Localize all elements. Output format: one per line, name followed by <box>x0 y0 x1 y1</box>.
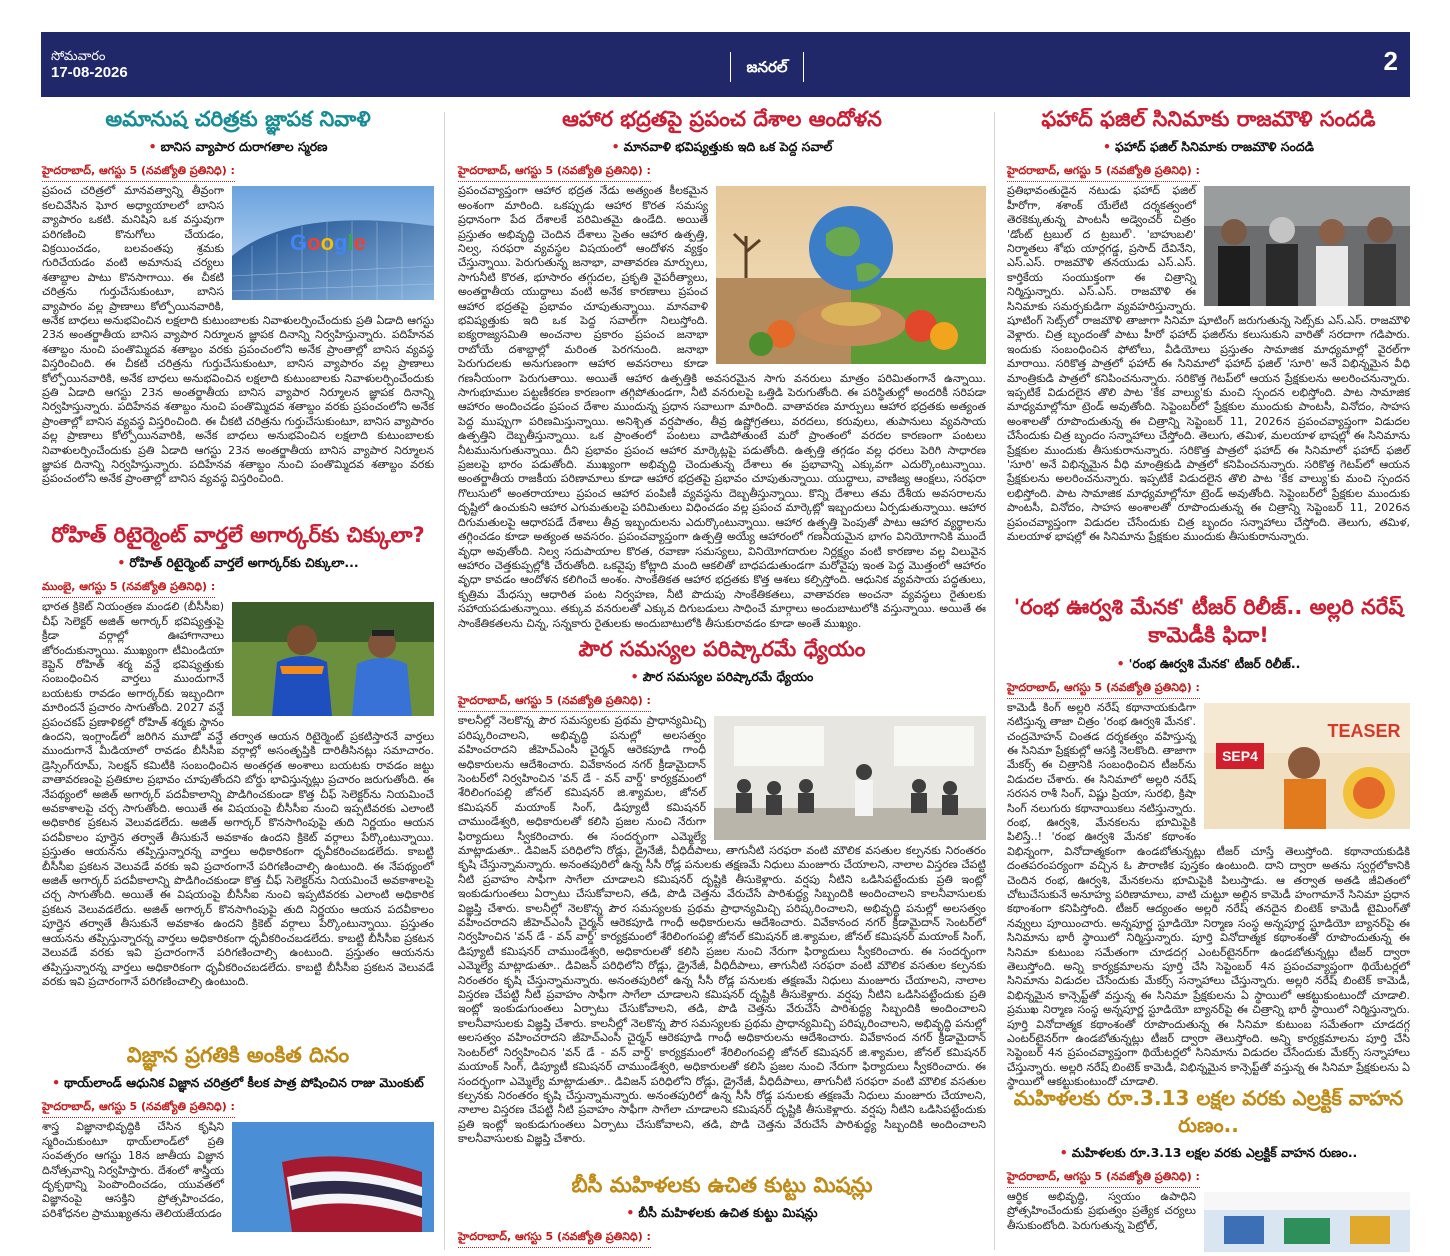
article-rambha-teaser <box>1007 593 1410 1089</box>
article-dateline: హైదరాబాద్, ఆగస్టు 5 (నవజ్యోతి ప్రతినిధి) : <box>42 1100 235 1118</box>
issue-day: సోమవారం <box>51 48 106 63</box>
article-headline[interactable]: అమానుష చరిత్రకు జ్ఞాపక నివాళి <box>105 107 371 131</box>
article-body: ఆర్థిక అభివృద్ధి, స్వయం ఉపాధిని ప్రోత్సహించేందుకు ప్రభుత్వం ప్రత్యేక చర్యలు తీసుకుంటోంది. పెరుగుతున్న పెట్రోల్, <box>1007 1190 1196 1232</box>
bullet-icon: • <box>148 139 157 155</box>
article-subhead-text: ఫహాద్ ఫజిల్ సినిమాకు రాజమౌళి సందడి <box>1115 139 1314 155</box>
article-subhead <box>458 1205 986 1224</box>
article-dateline: హైదరాబాద్, ఆగస్టు 5 (నవజ్యోతి ప్రతినిధి) : <box>1007 1170 1200 1188</box>
article-science-day <box>42 1041 434 1235</box>
google-building-photo[interactable] <box>232 186 434 300</box>
column-left <box>42 97 434 1250</box>
article-body: ప్రపంచవ్యాప్తంగా ఆహార భద్రత నేడు అత్యంత కీలకమైన అంశంగా మారింది. ఒకప్పుడు ఆహార కొరత సమస్య ప్రధానంగా పేద దేశాలకే పరిమితమై ఉండేది. అయితే ప్రస్తుతం అభివృద్ధి చెందిన దేశాలు సైతం ఆహార ఉత్పత్తి, నిల్వ, సరఫరా వ్యవస్థల విషయంలో ఆందోళన వ్యక్తం చేస్తున్నాయి. పెరుగుతున్న జనాభా, వాతావరణ మార్పులు, సాగునీటి కొరత, భూసారం తగ్గుదల, ప్రకృతి వైపరీత్యాలు, అంతర్జాతీయ యుద్ధాలు వంటి అనేక కారణాలు ప్రపంచ ఆహార భద్రతపై ప్రభావం చూపుతున్నాయి. మానవాళి భవిష్యత్తుకు ఇది ఒక పెద్ద సవాల్‌గా నిలుస్తోంది. ఐక్యరాజ్యసమితి అంచనాల ప్రకారం ప్రపంచ జనాభా రాబోయే దశాబ్దాల్లో మరింత పెరగనుంది. జనాభా పెరుగుదలకు అనుగుణంగా ఆహార అవసరాలు కూడా గణనీయంగా పెరుగుతాయి. అయితే ఆహార ఉత్పత్తికి అవసరమైన సాగు వనరులు మాత్రం పరిమితంగానే ఉన్నాయి. సాగుభూముల పట్టణీకరణ కారణంగా తగ్గిపోతుండగా, నీటి వనరులపై ఒత్తిడి పెరుగుతోంది. ఈ పరిస్థితుల్లో అందరికీ సరిపడా ఆహారం అందించడం ప్రపంచ దేశాల ముందున్న ప్రధాన సవాలుగా మారింది. వాతావరణ మార్పులు ఆహార భద్రతకు అత్యంత పెద్ద ముప్పుగా పరిణమిస్తున్నాయి. అనిశ్చిత వర్షపాతం, తీవ్ర ఉష్ణోగ్రతలు, వరదలు, కరువులు, తుపానులు వ్యవసాయ ఉత్పత్తిని దెబ్బతీస్తున్నాయి. ఒక ప్రాంతంలో పంటలు వాడిపోతుంటే మరో ప్రాంతంలో వరదల కారణంగా పంటలు నీటమునుగుతున్నాయి. దీని ప్రభావం ప్రపంచ ఆహార మార్కెట్లపై పడుతోంది. ఉత్పత్తి తగ్గడం వల్ల ధరలు పెరిగి సాధారణ ప్రజలపై భారం పడుతోంది. ముఖ్యంగా అభివృద్ధి చెందుతున్న దేశాలు ఈ ప్రభావాన్ని ఎక్కువగా ఎదుర్కొంటున్నాయి. అంతర్జాతీయ రాజకీయ పరిణామాలు కూడా ఆహార భద్రతపై ప్రభావం చూపుతున్నాయి. యుద్ధాలు, వాణిజ్య ఆంక్షలు, సరఫరా గొలుసులో అంతరాయాలు ప్రపంచ ఆహార పంపిణీ వ్యవస్థను దెబ్బతీస్తున్నాయి. కొన్ని దేశాలు తమ దేశీయ అవసరాలను దృష్టిలో ఉంచుకుని ఆహార ఎగుమతులపై పరిమితులు విధించడం వల్ల ప్రపంచ మార్కెట్లో ఇబ్బందులు ఏర్పడుతున్నాయి. ఆహార దిగుమతులపై ఆధారపడే దేశాలు తీవ్ర ఇబ్బందులను ఎదుర్కొంటున్నాయి. ఆహార ఉత్పత్తి పెంపుతో పాటు ఆహార వ్యర్థాలను తగ్గించడం కూడా అత్యంత అవసరం. ప్రపంచవ్యాప్తంగా ఉత్పత్తి అయ్యే ఆహారంలో గణనీయమైన భాగం వినియోగానికి ముందే వృధా అవుతోంది. నిల్వ సదుపాయాల కొరత, రవాణా సమస్యలు, వినియోగదారుల నిర్లక్ష్యం వంటి కారణాల వల్ల విలువైన ఆహారం చెత్తకుప్పల్లోకి చేరుతోంది. ఒకవైపు కోట్లాది మంది ఆకలితో బాధపడుతుండగా మరోవైపు ఇంత పెద్ద మొత్తంలో ఆహారం వృధా కావడం ఆందోళన కలిగించే అంశం. సాంకేతికత ఆహార భద్రతకు కొత్త ఆశలు కల్పిస్తోంది. ఆధునిక వ్యవసాయ పద్ధతులు, కృత్రిమ మేధస్సు ఆధారిత పంట నిర్వహణ, నీటి పొదుపు సాంకేతికతలు, వాతావరణ అంచనా వ్యవస్థలు రైతులకు సహాయపడుతున్నాయి. తక్కువ వనరులతో ఎక్కువ దిగుబడులు సాధించే మార్గాలు అందుబాటులోకి వస్తున్నాయి. అయితే ఈ సాంకేతికతలను చిన్న, సన్నకారు రైతులకు అందుబాటులోకి తీసుకురావడం కూడా అంతే ముఖ్యం. <box>458 184 986 630</box>
article-headline[interactable]: విజ్ఞాన ప్రగతికి అంకిత దినం <box>126 1043 350 1067</box>
article-subhead-text: బానిస వ్యాపార దురాగతాల స్మరణ <box>160 139 328 155</box>
article-dateline: హైదరాబాద్, ఆగస్టు 5 (నవజ్యోతి ప్రతినిధి) : <box>458 1230 651 1248</box>
article-slave-trade <box>42 105 434 490</box>
article-dateline: హైదరాబాద్, ఆగస్టు 5 (నవజ్యోతి ప్రతినిధి) : <box>1007 681 1200 699</box>
bullet-icon: • <box>626 1205 635 1221</box>
article-subhead-text: 'రంభ ఊర్వశి మేనక' టీజర్ రిలీజ్.. <box>1128 655 1301 671</box>
article-body: కాలనీల్లో నెలకొన్న పౌర సమస్యలకు ప్రథమ ప్రాధాన్యమిచ్చి పరిష్కరించాలని, అభివృద్ధి పనుల్లో అలసత్వం వహించరాదని జీహెచ్ఎంసీ చైర్మన్ ఆరెకపూడి గాంధీ అధికారులను ఆదేశించారు. వివేకానంద నగర్ క్రీడామైదాన్ సెంటర్‌లో నిర్వహించిన 'వన్ డే - వన్ వార్డ్' కార్యక్రమంలో శేరిలింగంపల్లి జోనల్ కమిషనర్ జి.శ్యామల, జోనల్ కమిషనర్ మయాంక్ సింగ్, డిప్యూటీ కమిషనర్ చాముండేశ్వరి, అధికారులతో కలిసి ప్రజల నుంచి నేరుగా ఫిర్యాదులు స్వీకరించారు. ఈ సందర్భంగా ఎమ్మెల్యే మాట్లాడుతూ.. డివిజన్ పరిధిలోని రోడ్లు, డ్రైనేజీ, వీధిదీపాలు, తాగునీటి సరఫరా వంటి మౌలిక వసతుల కల్పనకు నిరంతరం కృషి చేస్తున్నామన్నారు. అనంతపురిలో ఉన్న సీసీ రోడ్ల పనులకు తక్షణమే నిధులు మంజూరు చేయాలని, నాలాల విస్తరణ చేపట్టి నీటి ప్రవాహం సాఫీగా సాగేలా చూడాలని కమిషనర్ దృష్టికి తీసుకెళ్లారు. వర్షపు నీటిని ఒడిసిపట్టేందుకు ప్రతి ఇంట్లో ఇంకుడుగుంతలు ఏర్పాటు చేసుకోవాలని, తడి, పొడి చెత్తను వేరుచేసే పారిశుద్ధ్య సిబ్బందికి అందించాలని కాలనీవాసులకు విజ్ఞప్తి చేశారు. కాలనీల్లో నెలకొన్న పౌర సమస్యలకు ప్రథమ ప్రాధాన్యమిచ్చి పరిష్కరించాలని, అభివృద్ధి పనుల్లో అలసత్వం వహించరాదని జీహెచ్ఎంసీ చైర్మన్ ఆరెకపూడి గాంధీ అధికారులను ఆదేశించారు. వివేకానంద నగర్ క్రీడామైదాన్ సెంటర్‌లో నిర్వహించిన 'వన్ డే - వన్ వార్డ్' కార్యక్రమంలో శేరిలింగంపల్లి జోనల్ కమిషనర్ జి.శ్యామల, జోనల్ కమిషనర్ మయాంక్ సింగ్, డిప్యూటీ కమిషనర్ చాముండేశ్వరి, అధికారులతో కలిసి ప్రజల నుంచి నేరుగా ఫిర్యాదులు స్వీకరించారు. ఈ సందర్భంగా ఎమ్మెల్యే మాట్లాడుతూ.. డివిజన్ పరిధిలోని రోడ్లు, డ్రైనేజీ, వీధిదీపాలు, తాగునీటి సరఫరా వంటి మౌలిక వసతుల కల్పనకు నిరంతరం కృషి చేస్తున్నామన్నారు. అనంతపురిలో ఉన్న సీసీ రోడ్ల పనులకు తక్షణమే నిధులు మంజూరు చేయాలని, నాలాల విస్తరణ చేపట్టి నీటి ప్రవాహం సాఫీగా సాగేలా చూడాలని కమిషనర్ దృష్టికి తీసుకెళ్లారు. వర్షపు నీటిని ఒడిసిపట్టేందుకు ప్రతి ఇంట్లో ఇంకుడుగుంతలు ఏర్పాటు చేసుకోవాలని, తడి, పొడి చెత్తను వేరుచేసే పారిశుద్ధ్య సిబ్బందికి అందించాలని కాలనీవాసులకు విజ్ఞప్తి చేశారు. కాలనీల్లో నెలకొన్న పౌర సమస్యలకు ప్రథమ ప్రాధాన్యమిచ్చి పరిష్కరించాలని, అభివృద్ధి పనుల్లో అలసత్వం వహించరాదని జీహెచ్ఎంసీ చైర్మన్ ఆరెకపూడి గాంధీ అధికారులను ఆదేశించారు. వివేకానంద నగర్ క్రీడామైదాన్ సెంటర్‌లో నిర్వహించిన 'వన్ డే - వన్ వార్డ్' కార్యక్రమంలో శేరిలింగంపల్లి జోనల్ కమిషనర్ జి.శ్యామల, జోనల్ కమిషనర్ మయాంక్ సింగ్, డిప్యూటీ కమిషనర్ చాముండేశ్వరి, అధికారులతో కలిసి ప్రజల నుంచి నేరుగా ఫిర్యాదులు స్వీకరించారు. ఈ సందర్భంగా ఎమ్మెల్యే మాట్లాడుతూ.. డివిజన్ పరిధిలోని రోడ్లు, డ్రైనేజీ, వీధిదీపాలు, తాగునీటి సరఫరా వంటి మౌలిక వసతుల కల్పనకు నిరంతరం కృషి చేస్తున్నామన్నారు. అనంతపురిలో ఉన్న సీసీ రోడ్ల పనులకు తక్షణమే నిధులు మంజూరు చేయాలని, నాలాల విస్తరణ చేపట్టి నీటి ప్రవాహం సాఫీగా సాగేలా చూడాలని కమిషనర్ దృష్టికి తీసుకెళ్లారు. వర్షపు నీటిని ఒడిసిపట్టేందుకు ప్రతి ఇంట్లో ఇంకుడుగుంతలు ఏర్పాటు చేసుకోవాలని, తడి, పొడి చెత్తను వేరుచేసే పారిశుద్ధ్య సిబ్బందికి అందించాలని కాలనీవాసులకు విజ్ఞప్తి చేశారు. <box>458 714 986 1146</box>
article-headline[interactable]: మహిళలకు రూ.3.13 లక్షల వరకు ఎల్రక్టిక్ వాహన రుణం.. <box>1013 1086 1404 1137</box>
article-food-security <box>458 105 986 630</box>
article-body: కామెడీ కింగ్ అల్లరి నరేష్ కథానాయకుడిగా నటిస్తున్న తాజా చిత్రం 'రంభ ఊర్వశి మేనక'. చంద్రమోహన్ చింతడ దర్శకత్వం వహిస్తున్న ఈ సినిమా ప్రేక్షకుల్లో ఆసక్తి నెలకొంది. తాజాగా మేకర్స్ ఈ చిత్రానికి సంబంధించిన టీజర్‌ను విడుదల చేశారు. ఈ సినిమాలో అల్లరి నరేష్ సరసన రాశీ సింగ్, విష్ణు ప్రియా, సురభి, క్రిషా సింగ్ నలుగురు కథానాయికలు నటిస్తున్నారు. రంభ, ఊర్వశి, మేనకలను భూమిపైకి పిలిస్తే..! 'రంభ ఊర్వశి మేనక' కథాంశం విభిన్నంగా, వినోదాత్మకంగా ఉండబోతున్నట్లు టీజర్ చూస్తే తెలుస్తోంది. కథానాయకుడికి దంతపరంపర్యంగా వచ్చిన ఓ పౌరాణిక పుస్తకం ఉంటుంది. దాని ద్వారా అతను స్వర్గలోకానికి చెందిన రంభ, ఊర్వశి, మేనకలను భూమిపైకి పిలుస్తాడు. ఆ తర్వాత అతడి జీవితంలో చోటుచేసుకునే అనూహ్య పరిణామాలు, వాటి చుట్టూ అల్లిన కామెడీ హంగామానే సినిమా ప్రధాన కథాంశంగా కనిపిస్తోంది. టీజర్ ఆద్యంతం అల్లరి నరేష్ తనదైన బింటెక్ కామెడీ టైమింగ్‌తో నవ్వులు పూయించారు. అన్నపూర్ణ స్టూడియో నిర్మాణ సంస్థ అన్నపూర్ణ స్టూడియో బ్యానర్‌పై ఈ సినిమాను భారీ స్థాయిలో నిర్మిస్తున్నారు. పూర్తి వినోదాత్మక కథాంశంతో రూపొందుతున్న ఈ సినిమా కుటుంబ సమేతంగా చూడదగ్గ ఎంటర్‌టైనర్‌గా ఉండబోతున్నట్లు టీజర్ ద్వారా తెలుస్తోంది. అన్ని కార్యక్రమాలను పూర్తి చేసి సెప్టెంబర్ 4న ప్రపంచవ్యాప్తంగా థియేటర్లలో సినిమాను విడుదల చేసేందుకు మేకర్స్ సన్నాహాలు చేస్తున్నారు. అల్లరి నరేష్ బింటెక్ కామెడీ, విభిన్నమైన కాన్సెప్ట్‌తో వస్తున్న ఈ సినిమా ప్రేక్షకులను ఏ స్థాయిలో ఆకట్టుకుంటుందో చూడాలి. ప్రముఖ నిర్మాణ సంస్థ అన్నపూర్ణ స్టూడియో బ్యానర్‌పై ఈ చిత్రాన్ని భారీ స్థాయిలో నిర్మిస్తున్నారు. పూర్తి వినోదాత్మక కథాంశంతో రూపొందుతున్న ఈ సినిమా కుటుంబ సమేతంగా చూడదగ్గ ఎంటర్‌టైనర్‌గా ఉండబోతున్నట్లు టీజర్ ద్వారా తెలుస్తోంది. అన్ని కార్యక్రమాలను పూర్తి చేసి సెప్టెంబర్ 4న ప్రపంచవ్యాప్తంగా థియేటర్లలో సినిమాను విడుదల చేసేందుకు మేకర్స్ సన్నాహాలు చేస్తున్నారు. అల్లరి నరేష్ బింటెక్ కామెడీ, విభిన్నమైన కాన్సెప్ట్‌తో వస్తున్న ఈ సినిమా ప్రేక్షకులను ఏ స్థాయిలో ఆకట్టుకుంటుందో చూడాలి. <box>1007 700 1410 1089</box>
bullet-icon: • <box>52 1075 61 1091</box>
bullet-icon: • <box>1103 139 1112 155</box>
article-bc-women-sewing <box>458 1171 986 1248</box>
svg-text:Google: Google <box>290 230 366 256</box>
article-subhead <box>42 139 434 158</box>
article-headline[interactable]: ఫహాద్ ఫజిల్ సినిమాకు రాజమౌళి సందడి <box>1041 107 1376 131</box>
bullet-icon: • <box>630 669 639 685</box>
column-divider <box>994 112 995 1250</box>
article-subhead <box>1007 139 1410 158</box>
food-security-globe-illustration[interactable] <box>716 186 986 364</box>
article-body: శాస్త్ర విజ్ఞానాభివృద్ధికి చేసిన కృషిని స్మరించుకుంటూ థాయ్‌లాండ్‌లో ప్రతి సంవత్సరం ఆగస్టు 18న జాతీయ విజ్ఞాన దినోత్సవాన్ని నిర్వహిస్తారు. దేశంలో శాస్త్రీయ దృక్పథాన్ని పెంపొందించడం, యువతలో విజ్ఞానంపై ఆసక్తిని ప్రోత్సహించడం, పరిశోధనల ప్రాముఖ్యతను తెలియజేయడం <box>42 1120 224 1220</box>
article-subhead <box>1007 1145 1410 1164</box>
article-ev-loan <box>1007 1085 1410 1255</box>
article-body-container <box>42 600 434 996</box>
article-body: ప్రతిభావంతుడైన నటుడు ఫహాద్ ఫజిల్ హీరోగా, శశాంక్ యేలేటి దర్శకత్వంలో తెరకెక్కుతున్న పాంటసీ అడ్వెంచర్ చిత్రం 'డోంట్ ట్రబుల్ ద ట్రబుల్'. 'బాహుబలి' నిర్మాతలు శోభు యార్లగడ్డ, ప్రసాద్ దేవినేని, ఎస్.ఎస్. రాజమౌళి తనయుడు ఎస్.ఎస్. కార్తికేయ సంయుక్తంగా ఈ చిత్రాన్ని నిర్మిస్తున్నారు. ఎస్.ఎస్. రాజమౌళి ఈ సినిమాకు సమర్పకుడిగా వ్యవహరిస్తున్నారు. షూటింగ్ సెట్స్‌లో రాజమౌళి తాజాగా సినిమా షూటింగ్ జరుగుతున్న సెట్స్‌కు ఎస్.ఎస్. రాజమౌళి వెళ్లారు. చిత్ర బృందంతో పాటు హీరో ఫహాద్ ఫజిల్‌ను కలుసుకుని వారితో సరదాగా గడిపారు. ఇందుకు సంబంధించిన ఫోటోలు, వీడియోలు ప్రస్తుతం సామాజిక మాధ్యమాల్లో వైరల్‌గా మారాయి. సరికొత్త పాత్రలో ఫహాద్ ఈ సినిమాలో ఫహాద్ ఫజిల్ 'సూరి' అనే విభిన్నమైన వీధి మాంత్రికుడి పాత్రలో కనిపించనున్నారు. సరికొత్త గెటప్‌లో ఆయన ప్రేక్షకులను అలరించనున్నారు. ఇప్పటికే విడుదలైన తొలి పాట 'కేక వాల్యు'కు మంచి స్పందన లభిస్తోంది. పాట సామాజిక మాధ్యమాల్లోనూ ట్రెండ్ అవుతోంది. సెప్టెంబర్‌లో ప్రేక్షకుల ముందుకు పాంటసీ, వినోదం, సాహస అంశాలతో రూపొందుతున్న ఈ చిత్రాన్ని సెప్టెంబర్ 11, 2026న ప్రపంచవ్యాప్తంగా విడుదల చేసేందుకు చిత్ర బృందం సన్నాహాలు చేస్తోంది. తెలుగు, తమిళ, మలయాళ భాషల్లో ఈ సినిమాను ప్రేక్షకుల ముందుకు తీసుకురానున్నారు. సరికొత్త పాత్రలో ఫహాద్ ఈ సినిమాలో ఫహాద్ ఫజిల్ 'సూరి' అనే విభిన్నమైన వీధి మాంత్రికుడి పాత్రలో కనిపించనున్నారు. సరికొత్త గెటప్‌లో ఆయన ప్రేక్షకులను అలరించనున్నారు. ఇప్పటికే విడుదలైన తొలి పాట 'కేక వాల్యు'కు మంచి స్పందన లభిస్తోంది. పాట సామాజిక మాధ్యమాల్లోనూ ట్రెండ్ అవుతోంది. సెప్టెంబర్‌లో ప్రేక్షకుల ముందుకు పాంటసీ, వినోదం, సాహస అంశాలతో రూపొందుతున్న ఈ చిత్రాన్ని సెప్టెంబర్ 11, 2026న ప్రపంచవ్యాప్తంగా విడుదల చేసేందుకు చిత్ర బృందం సన్నాహాలు చేస్తోంది. తెలుగు, తమిళ, మలయాళ భాషల్లో ఈ సినిమాను ప్రేక్షకుల ముందుకు తీసుకురానున్నారు. <box>1007 184 1410 544</box>
movie-teaser-poster[interactable] <box>1204 703 1410 829</box>
bullet-icon: • <box>1116 655 1125 671</box>
article-headline[interactable]: 'రంభ ఊర్వశి మేనక' టీజర్ రిలీజ్.. అల్లరి నరేష్ కామెడీకి ఫిదా! <box>1013 595 1404 648</box>
thailand-flag-photo[interactable] <box>232 1122 434 1232</box>
article-body-container <box>42 1120 434 1230</box>
article-body-container <box>1007 700 1410 1089</box>
article-body-container <box>42 184 434 490</box>
article-dateline: హైదరాబాద్, ఆగస్టు 5 (నవజ్యోతి ప్రతినిధి) : <box>1007 164 1200 182</box>
article-subhead-text: మానవాళి భవిష్యత్తుకు ఇది ఒక పెద్ద సవాల్ <box>623 139 833 155</box>
article-dateline: హైదరాబాద్, ఆగస్టు 5 (నవజ్యోతి ప్రతినిధి) : <box>458 694 651 712</box>
article-headline[interactable]: బీసీ మహిళలకు ఉచిత కుట్టు మిషన్లు <box>571 1173 873 1197</box>
article-rohit-retirement <box>42 521 434 996</box>
poster-teaser-label: TEASER <box>1327 720 1401 741</box>
column-center <box>458 97 986 1250</box>
civic-meeting-photo[interactable] <box>714 716 986 840</box>
article-body: భారత క్రికెట్ నియంత్రణ మండలి (బీసీసీఐ) చీఫ్ సెలెక్టర్ అజిత్ అగార్కర్ భవిష్యత్తుపై క్రీడా వర్గాల్లో ఊహాగానాలు జోరందుకున్నాయి. ముఖ్యంగా టీమిండియా కెప్టెన్ రోహిత్ శర్మ వన్డే భవిష్యత్తుకు సంబంధించిన వార్తలు ముందుగానే బయటకు రావడం అగార్కర్‌కు ఇబ్బందిగా మారిందనే ప్రచారం సాగుతోంది. 2027 వన్డే ప్రపంచకప్ ప్రణాళికల్లో రోహిత్ శర్మకు స్థానం ఉందని, ఇంగ్లాండ్‌లో జరిగిన మూడో వన్డే తర్వాత ఆయన రిటైర్మెంట్ ప్రకటిస్తారనే వార్తలు ముందుగానే మీడియాలో రావడం బీసీసీఐ వర్గాల్లో అసంతృప్తికి దారితీసినట్లు సమాచారం. డ్రెస్సింగ్‌రూమ్, సెలక్షన్ కమిటీకి సంబంధించిన అంతర్గత అంశాలు బయటకు రావడం జట్టు వాతావరణంపై ప్రతికూల ప్రభావం చూపుతోందని బోర్డు భావిస్తున్నట్లు ప్రచారం జరుగుతోంది. ఈ నేపథ్యంలో అజిత్ అగార్కర్ పదవీకాలాన్ని పొడిగించకుండా కొత్త చీఫ్ సెలెక్టర్‌ను నియమించే అవకాశాలపై చర్చ సాగుతోంది. అయితే ఈ విషయంపై బీసీసీఐ నుంచి ఇప్పటివరకు ఎలాంటి అధికారిక ప్రకటన వెలువడలేదు. అజిత్ అగార్కర్ కొనసాగింపుపై తుది నిర్ణయం ఆయన పదవీకాలం పూర్తైన తర్వాతే తీసుకునే అవకాశం ఉందని క్రికెట్ వర్గాలు పేర్కొంటున్నాయి. ప్రస్తుతం ఆయనను తప్పిస్తున్నారన్న వార్తలు అధికారికంగా ధృవీకరించబడలేదు. కాబట్టి బీసీసీఐ ప్రకటన వెలువడే వరకు ఇవి ప్రచారంగానే పరిగణించాల్సి ఉంటుంది. ఈ నేపథ్యంలో అజిత్ అగార్కర్ పదవీకాలాన్ని పొడిగించకుండా కొత్త చీఫ్ సెలెక్టర్‌ను నియమించే అవకాశాలపై చర్చ సాగుతోంది. అయితే ఈ విషయంపై బీసీసీఐ నుంచి ఇప్పటివరకు ఎలాంటి అధికారిక ప్రకటన వెలువడలేదు. అజిత్ అగార్కర్ కొనసాగింపుపై తుది నిర్ణయం ఆయన పదవీకాలం పూర్తైన తర్వాతే తీసుకునే అవకాశం ఉందని క్రికెట్ వర్గాలు పేర్కొంటున్నాయి. ప్రస్తుతం ఆయనను తప్పిస్తున్నారన్న వార్తలు అధికారికంగా ధృవీకరించబడలేదు. కాబట్టి బీసీసీఐ ప్రకటన వెలువడే వరకు ఇవి ప్రచారంగానే పరిగణించాల్సి ఉంటుంది. ప్రస్తుతం ఆయనను తప్పిస్తున్నారన్న వార్తలు అధికారికంగా ధృవీకరించబడలేదు. కాబట్టి బీసీసీఐ ప్రకటన వెలువడే వరకు ఇవి ప్రచారంగానే పరిగణించాల్సి ఉంటుంది. <box>42 600 434 988</box>
article-body-container <box>1007 184 1410 574</box>
article-headline[interactable]: పౌర సమస్యల పరిష్కారమే ధ్యేయం <box>578 637 866 661</box>
issue-date: 17-08-2026 <box>51 64 128 81</box>
article-dateline: ముంబై, ఆగస్టు 5 (నవజ్యోతి ప్రతినిధి) : <box>42 580 215 598</box>
article-body-container <box>458 714 986 1146</box>
page-number: 2 <box>1383 46 1398 76</box>
masthead-bar <box>41 32 1410 97</box>
article-subhead <box>42 555 434 574</box>
article-body-container <box>1007 1190 1410 1250</box>
article-dateline: హైదరాబాద్, ఆగస్టు 5 (నవజ్యోతి ప్రతినిధి) : <box>458 164 651 182</box>
section-label: జనరల్ <box>730 52 804 82</box>
article-subhead-text: బీసీ మహిళలకు ఉచిత కుట్టు మిషన్లు <box>638 1205 818 1221</box>
article-fahadh-rajamouli <box>1007 105 1410 574</box>
article-subhead-text: మహిళలకు రూ.3.13 లక్షల వరకు ఎల్రక్టిక్ వాహన రుణం.. <box>1071 1145 1358 1160</box>
article-body: ప్రపంచ చరిత్రలో మానవత్వాన్ని తీవ్రంగా కలచివేసిన ఘోర అధ్యాయాలలో బానిస వ్యాపారం ఒకటి. మనిషిని ఒక వస్తువుగా పరిగణించి కొనుగోలు చేయడం, విక్రయించడం, బలవంతపు శ్రమకు గురిచేయడం వంటి అమానుష చర్యలు శతాబ్దాల పాటు కొనసాగాయి. ఈ చీకటి చరిత్రను గుర్తుచేసుకుంటూ, బానిస వ్యాపారం వల్ల ప్రాణాలు కోల్పోయినవారికి, అనేక బాధలు అనుభవించిన లక్షలాది కుటుంబాలకు నివాళులర్పించేందుకు ప్రతి ఏడాది ఆగస్టు 23న అంతర్జాతీయ బానిస వ్యాపార నిర్మూలన జ్ఞాపక దినాన్ని నిర్వహిస్తున్నారు. పదిహేనవ శతాబ్దం నుంచి పంతొమ్మిదవ శతాబ్దం వరకు ప్రపంచంలోని అనేక ప్రాంతాల్లో బానిస వ్యవస్థ విస్తరించింది. ఈ చీకటి చరిత్రను గుర్తుచేసుకుంటూ, బానిస వ్యాపారం వల్ల ప్రాణాలు కోల్పోయినవారికి, అనేక బాధలు అనుభవించిన లక్షలాది కుటుంబాలకు నివాళులర్పించేందుకు ప్రతి ఏడాది ఆగస్టు 23న అంతర్జాతీయ బానిస వ్యాపార నిర్మూలన జ్ఞాపక దినాన్ని నిర్వహిస్తున్నారు. పదిహేనవ శతాబ్దం నుంచి పంతొమ్మిదవ శతాబ్దం వరకు ప్రపంచంలోని అనేక ప్రాంతాల్లో బానిస వ్యవస్థ విస్తరించింది. ఈ చీకటి చరిత్రను గుర్తుచేసుకుంటూ, బానిస వ్యాపారం వల్ల ప్రాణాలు కోల్పోయినవారికి, అనేక బాధలు అనుభవించిన లక్షలాది కుటుంబాలకు నివాళులర్పించేందుకు ప్రతి ఏడాది ఆగస్టు 23న అంతర్జాతీయ బానిస వ్యాపార నిర్మూలన జ్ఞాపక దినాన్ని నిర్వహిస్తున్నారు. పదిహేనవ శతాబ్దం నుంచి పంతొమ్మిదవ శతాబ్దం వరకు ప్రపంచంలోని అనేక ప్రాంతాల్లో బానిస వ్యవస్థ విస్తరించింది. <box>42 184 434 486</box>
article-subhead <box>1007 656 1410 675</box>
article-subhead <box>42 1075 434 1094</box>
bullet-icon: • <box>611 139 620 155</box>
column-right <box>1007 97 1410 1250</box>
article-subhead-text: రోహిత్ రిటైర్మెంట్ వార్తలే అగార్కర్‌కు చిక్కులా... <box>129 555 359 571</box>
bullet-icon: • <box>117 555 126 571</box>
article-subhead-text: థాయ్‌లాండ్ ఆధునిక విజ్ఞాన చరిత్రలో కీలక పాత్ర పోషించిన రాజు మొంకుట్ <box>64 1075 424 1091</box>
film-crew-photo[interactable] <box>1204 186 1410 306</box>
article-body-container <box>458 184 986 630</box>
article-dateline: హైదరాబాద్, ఆగస్టు 5 (నవజ్యోతి ప్రతినిధి) : <box>42 164 235 182</box>
article-subhead <box>458 669 986 688</box>
bullet-icon: • <box>1059 1145 1068 1160</box>
article-headline[interactable]: రోహిత్ రిటైర్మెంట్ వార్తలే అగార్కర్‌కు చిక్కులా? <box>51 523 425 547</box>
cricket-players-photo[interactable] <box>232 602 434 716</box>
column-divider <box>444 112 445 1250</box>
article-subhead <box>458 139 986 158</box>
article-civic-issues <box>458 635 986 1146</box>
article-subhead-text: పౌర సమస్యల పరిష్కారమే ధ్యేయం <box>642 669 814 685</box>
article-headline[interactable]: ఆహార భద్రతపై ప్రపంచ దేశాల ఆందోళన <box>562 107 882 131</box>
ev-event-photo[interactable] <box>1204 1192 1410 1252</box>
poster-date: SEP4 <box>1222 747 1258 764</box>
